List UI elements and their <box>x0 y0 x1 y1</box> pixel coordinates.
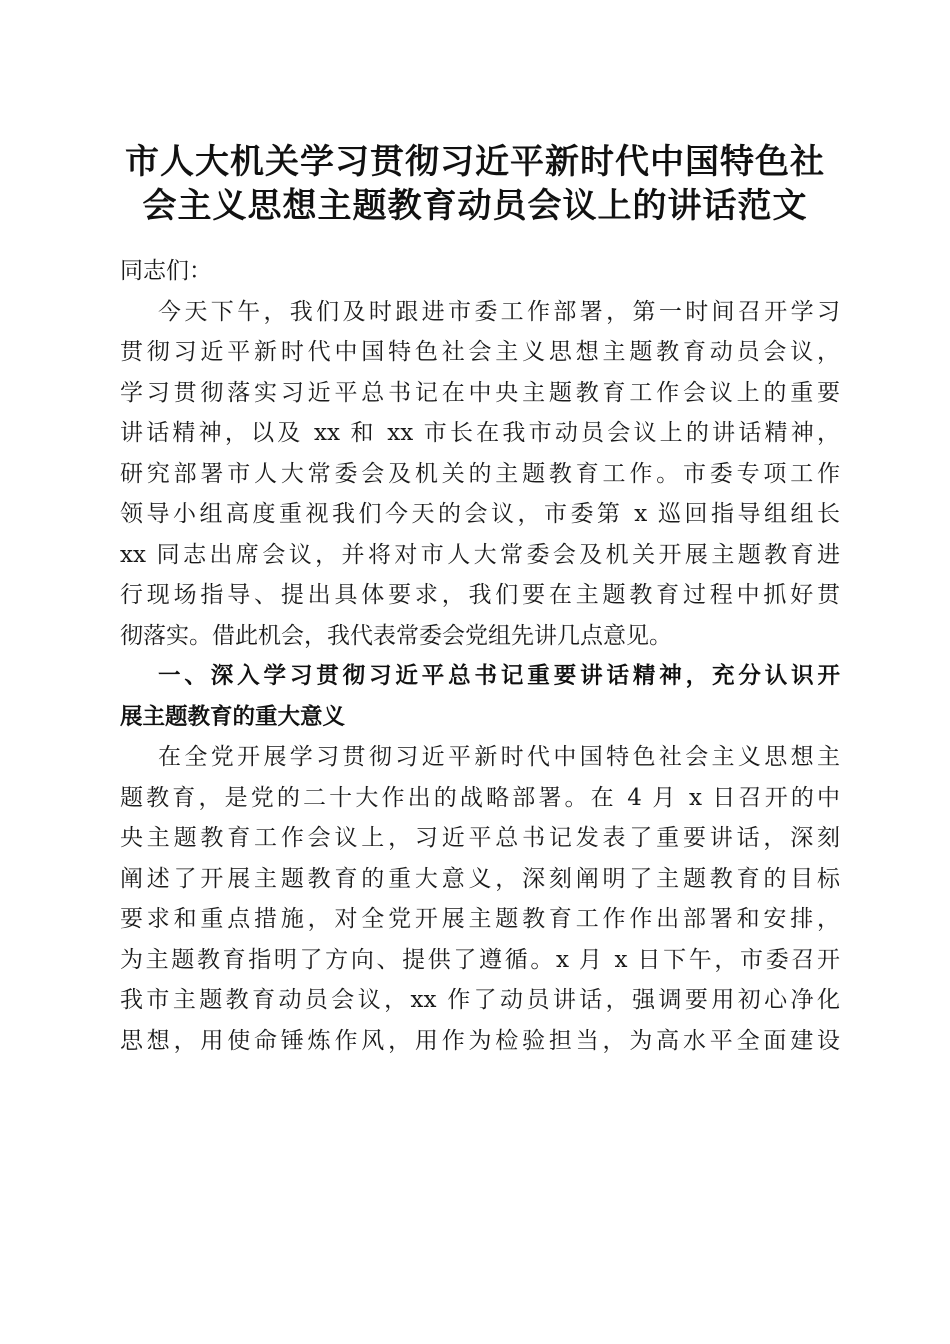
paragraph-line: 今天下午，我们及时跟进市委工作部署，第一时间召开学习 <box>158 298 840 325</box>
paragraph-line: xx 同志出席会议，并将对市人大常委会及机关开展主题教育进 <box>120 541 840 568</box>
paragraph-line: 题教育，是党的二十大作出的战略部署。在 4 月 x 日召开的中 <box>120 784 840 811</box>
paragraph-intro <box>120 292 840 657</box>
paragraph-line: 为主题教育指明了方向、提供了遵循。x 月 x 日下午，市委召开 <box>120 946 840 973</box>
paragraph-line: 央主题教育工作会议上，习近平总书记发表了重要讲话，深刻 <box>120 825 840 851</box>
paragraph-line: 在全党开展学习贯彻习近平新时代中国特色社会主义思想主 <box>158 744 840 770</box>
paragraph-line: 彻落实。借此机会，我代表常委会党组先讲几点意见。 <box>120 622 672 649</box>
paragraph-line: 贯彻习近平新时代中国特色社会主义思想主题教育动员会议， <box>120 339 840 365</box>
paragraph-line: 研究部署市人大常委会及机关的主题教育工作。市委专项工作 <box>120 460 840 487</box>
salutation: 同志们： <box>120 258 212 284</box>
paragraph-line: 行现场指导、提出具体要求，我们要在主题教育过程中抓好贯 <box>120 582 840 608</box>
title-line: 市人大机关学习贯彻习近平新时代中国特色社 <box>125 142 825 182</box>
title-line: 会主义思想主题教育动员会议上的讲话范文 <box>142 186 808 226</box>
paragraph-line: 要求和重点措施，对全党开展主题教育工作作出部署和安排， <box>120 906 840 932</box>
paragraph-section-1 <box>120 737 840 1061</box>
paragraph-line: 学习贯彻落实习近平总书记在中央主题教育工作会议上的重要 <box>120 379 840 406</box>
heading-line: 展主题教育的重大意义 <box>120 703 346 730</box>
paragraph-line: 讲话精神，以及 xx 和 xx 市长在我市动员会议上的讲话精神， <box>120 420 840 446</box>
paragraph-line: 思想，用使命锤炼作风，用作为检验担当，为高水平全面建设 <box>120 1027 840 1054</box>
heading-line: 一、深入学习贯彻习近平总书记重要讲话精神，充分认识开 <box>158 663 840 689</box>
document-body <box>120 251 840 1061</box>
paragraph-line: 我市主题教育动员会议，xx 作了动员讲话，强调要用初心净化 <box>120 987 840 1013</box>
document-title <box>100 140 850 228</box>
section-heading-1 <box>120 656 840 737</box>
paragraph-line: 领导小组高度重视我们今天的会议，市委第 x 巡回指导组组长 <box>120 501 840 527</box>
paragraph-line: 阐述了开展主题教育的重大意义，深刻阐明了主题教育的目标 <box>120 865 840 892</box>
